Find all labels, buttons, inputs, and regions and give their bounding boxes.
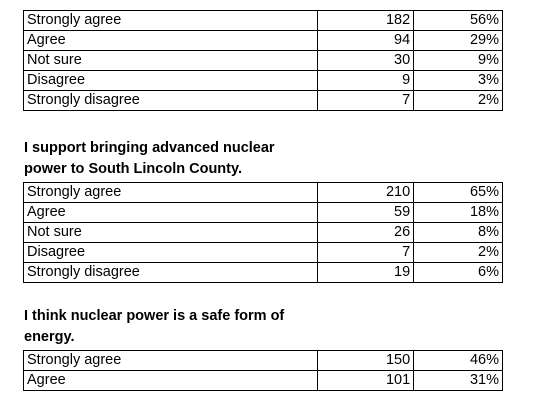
table-row: [24, 203, 503, 223]
row-count: 26: [318, 223, 414, 243]
row-percent: 56%: [414, 11, 503, 31]
row-label: Strongly agree: [24, 11, 318, 31]
table-row: [24, 243, 503, 263]
section-3-table: [23, 350, 503, 391]
row-label: Agree: [24, 371, 318, 391]
row-label: Not sure: [24, 51, 318, 71]
table-row: [24, 371, 503, 391]
table-row: [24, 51, 503, 71]
row-label: Strongly agree: [24, 183, 318, 203]
row-label: Strongly disagree: [24, 91, 318, 111]
row-count: 7: [318, 243, 414, 263]
row-percent: 18%: [414, 203, 503, 223]
row-percent: 29%: [414, 31, 503, 51]
row-label: Strongly disagree: [24, 263, 318, 283]
section-1-table: [23, 10, 503, 111]
row-percent: 8%: [414, 223, 503, 243]
row-count: 59: [318, 203, 414, 223]
row-percent: 46%: [414, 351, 503, 371]
section-2-table: [23, 182, 503, 283]
row-label: Disagree: [24, 71, 318, 91]
table-row: [24, 31, 503, 51]
section-1-heading: [24, 0, 75, 4]
row-percent: 3%: [414, 71, 503, 91]
table-row: [24, 223, 503, 243]
section-2-heading-line-2: power to South Lincoln County.: [24, 161, 243, 177]
row-percent: 9%: [414, 51, 503, 71]
row-count: 210: [318, 183, 414, 203]
row-count: 9: [318, 71, 414, 91]
row-count: 150: [318, 351, 414, 371]
row-label: Disagree: [24, 243, 318, 263]
table-row: [24, 351, 503, 371]
row-label: Agree: [24, 203, 318, 223]
row-count: 182: [318, 11, 414, 31]
row-label: Not sure: [24, 223, 318, 243]
section-3-heading-line-2: energy.: [24, 329, 75, 345]
row-percent: 2%: [414, 91, 503, 111]
table-row: [24, 91, 503, 111]
row-percent: 2%: [414, 243, 503, 263]
row-count: 30: [318, 51, 414, 71]
section-3-heading-line-1: I think nuclear power is a safe form of: [24, 308, 285, 324]
row-count: 19: [318, 263, 414, 283]
table-row: [24, 71, 503, 91]
row-count: 7: [318, 91, 414, 111]
row-label: Strongly agree: [24, 351, 318, 371]
row-percent: 31%: [414, 371, 503, 391]
row-count: 101: [318, 371, 414, 391]
table-row: [24, 11, 503, 31]
row-label: Agree: [24, 31, 318, 51]
table-row: [24, 183, 503, 203]
row-percent: 6%: [414, 263, 503, 283]
section-2-heading-line-1: I support bringing advanced nuclear: [24, 140, 275, 156]
table-row: [24, 263, 503, 283]
row-percent: 65%: [414, 183, 503, 203]
row-count: 94: [318, 31, 414, 51]
